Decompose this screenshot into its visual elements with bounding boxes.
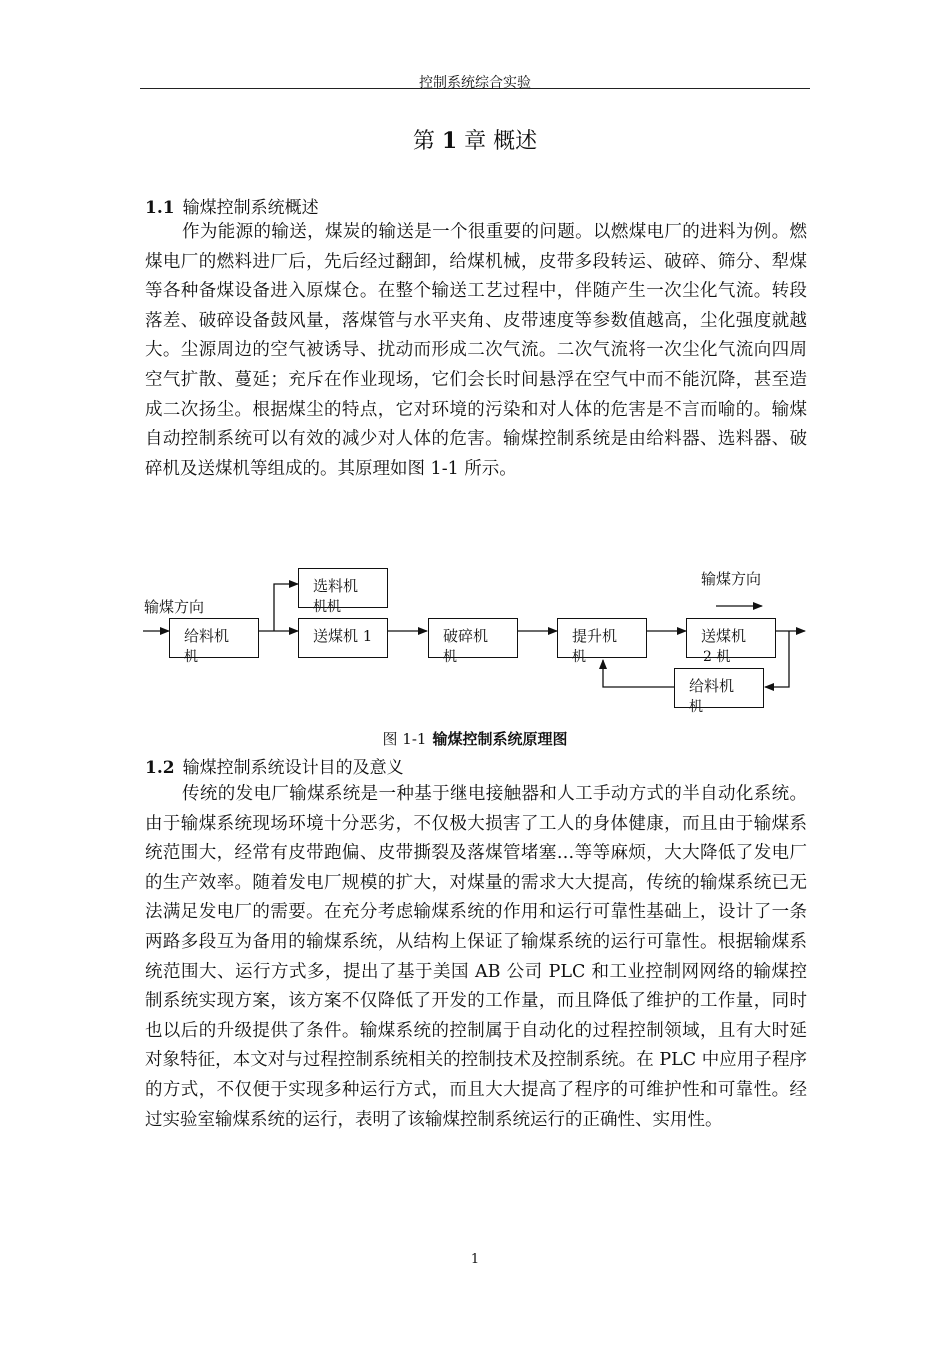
block-label: 给料机 — [689, 677, 735, 695]
section-number: 1.1 — [145, 198, 175, 218]
block-label: 破碎机 — [443, 627, 489, 645]
chapter-prefix: 第 — [412, 129, 435, 154]
crusher-block — [428, 618, 518, 665]
direction-label-right: 输煤方向 — [701, 570, 762, 588]
block-sublabel: 机 — [572, 649, 586, 665]
block-sublabel: 2 机 — [703, 649, 731, 665]
block-label: 给料机 — [184, 627, 230, 645]
block-sublabel: 机 — [443, 649, 457, 665]
chapter-number: 1 — [441, 128, 458, 154]
feeder-to-selector-arrow — [274, 584, 298, 631]
running-header: 控制系统综合实验 — [419, 75, 531, 91]
feeder-block-2 — [674, 668, 764, 715]
page-number: 1 — [470, 1252, 480, 1267]
block-sublabel: 机 — [184, 649, 198, 665]
conveyor-block-2 — [686, 618, 776, 665]
block-sublabel: 机 — [689, 699, 703, 715]
selector-block — [298, 568, 388, 615]
section-heading-1-2 — [145, 753, 404, 778]
section-title: 输煤控制系统设计目的及意义 — [182, 758, 404, 778]
conveyor-block-1 — [298, 618, 388, 658]
block-label: 提升机 — [572, 627, 618, 645]
chapter-rest: 章 概述 — [464, 129, 538, 154]
feeder-block-1 — [169, 618, 259, 665]
section-number: 1.2 — [145, 758, 175, 778]
lifter-block — [557, 618, 647, 665]
block-label: 送煤机 1 — [313, 627, 373, 645]
direction-label-left: 输煤方向 — [144, 598, 205, 616]
section-1-1-paragraph: 作为能源的输送，煤炭的输送是一个很重要的问题。以燃煤电厂的进料为例。燃煤电厂的燃料进厂后，先后经过翻卸，给煤机械，皮带多段转运、破碎、筛分、犁煤等各种备煤设备进入原煤仓。在整个输送工艺过程中，伴随产生一次尘化气流。转段落差、破碎设备鼓风量，落煤管与水平夹角、皮带速度等参数值越高，尘化强度就越大。尘源周边的空气被诱导、扰动而形成二次气流。二次气流将一次尘化气流向四周空气扩散、蔓延；充斥在作业现场，它们会长时间悬浮在空气中而不能沉降，甚至造成二次扬尘。根据煤尘的特点，它对环境的污染和对人体的危害是不言而喻的。输煤自动控制系统可以有效的减少对人体的危害。输煤控制系统是由给料器、选料器、破碎机及送煤机等组成的。其原理如图 1-1 所示。 — [145, 222, 807, 479]
feeder2-to-lifter-arrow — [603, 660, 674, 687]
block-label: 选料机 — [313, 577, 359, 595]
figure-caption — [0, 728, 950, 749]
section-1-2-paragraph: 传统的发电厂输煤系统是一种基于继电接触器和人工手动方式的半自动化系统。由于输煤系统现场环境十分恶劣，不仅极大损害了工人的身体健康，而且由于输煤系统范围大，经常有皮带跑偏、皮带撕裂及落煤管堵塞…等等麻烦，大大降低了发电厂的生产效率。随着发电厂规模的扩大，对煤量的需求大大提高，传统的输煤系统已无法满足发电厂的需要。在充分考虑输煤系统的作用和运行可靠性基础上，设计了一条两路多段互为备用的输煤系统，从结构上保证了输煤系统的运行可靠性。根据输煤系统范围大、运行方式多，提出了基于美国 AB 公司 PLC 和工业控制网网络的输煤控制系统实现方案，该方案不仅降低了开发的工作量，而且降低了维护的工作量，同时也以后的升级提供了条件。输煤系统的控制属于自动化的过程控制领域，且有大时延对象特征，本文对与过程控制系统相关的控制技术及控制系统。在 PLC 中应用子程序的方式，不仅便于实现多种运行方式，而且大大提高了程序的可维护性和可靠性。经过实验室输煤系统的运行，表明了该输煤控制系统运行的正确性、实用性。 — [145, 784, 807, 1130]
block-label: 送煤机 — [701, 627, 747, 645]
section-title: 输煤控制系统概述 — [182, 198, 319, 218]
figure-title: 输煤控制系统原理图 — [432, 730, 568, 748]
block-sublabel: 机机 — [313, 599, 341, 615]
figure-number: 图 1-1 — [382, 730, 427, 748]
